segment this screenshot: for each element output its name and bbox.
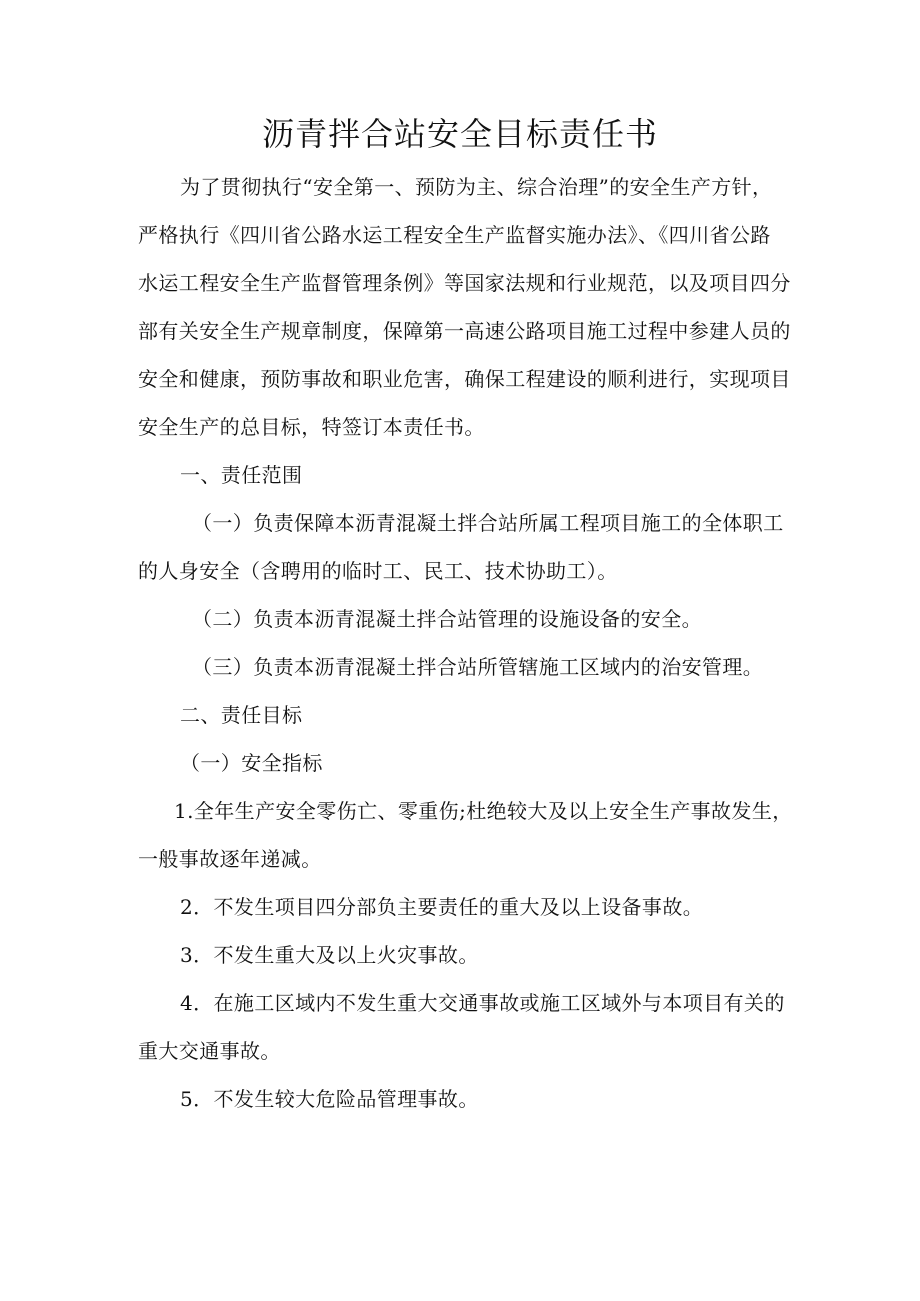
subsection-heading: （一）安全指标 xyxy=(180,751,323,775)
section-heading: 二、责任目标 xyxy=(180,703,303,727)
paragraph-line: 一般事故逐年递减。 xyxy=(138,847,322,871)
list-item: 3．不发生重大及以上火灾事故。 xyxy=(180,943,479,967)
paragraph-line: （三）负责本沥青混凝土拌合站所管辖施工区域内的治安管理。 xyxy=(192,655,764,679)
paragraph-line: 水运工程安全生产监督管理条例》等国家法规和行业规范，以及项目四分 xyxy=(138,271,791,295)
paragraph-line: 安全和健康，预防事故和职业危害，确保工程建设的顺利进行，实现项目 xyxy=(138,367,791,391)
document-title: 沥青拌合站安全目标责任书 xyxy=(261,115,658,153)
list-item: 1.全年生产安全零伤亡、零重伤;杜绝较大及以上安全生产事故发生， xyxy=(174,799,793,823)
paragraph-line: 部有关安全生产规章制度，保障第一高速公路项目施工过程中参建人员的 xyxy=(138,319,791,343)
paragraph-line: 为了贯彻执行“安全第一、预防为主、综合治理”的安全生产方针， xyxy=(180,175,773,199)
list-item: 5．不发生较大危险品管理事故。 xyxy=(180,1087,479,1111)
list-item: 4．在施工区域内不发生重大交通事故或施工区域外与本项目有关的 xyxy=(180,991,785,1015)
paragraph-line: 重大交通事故。 xyxy=(138,1039,281,1063)
section-heading: 一、责任范围 xyxy=(180,463,303,487)
paragraph-line: 的人身安全（含聘用的临时工、民工、技术协助工）。 xyxy=(138,559,618,583)
paragraph-line: 严格执行《四川省公路水运工程安全生产监督实施办法》、《四川省公路 xyxy=(138,223,771,247)
list-item: 2．不发生项目四分部负主要责任的重大及以上设备事故。 xyxy=(180,895,704,919)
paragraph-line: （二）负责本沥青混凝土拌合站管理的设施设备的安全。 xyxy=(192,607,702,631)
paragraph-line: （一）负责保障本沥青混凝土拌合站所属工程项目施工的全体职工 xyxy=(192,511,784,535)
paragraph-line: 安全生产的总目标，特签订本责任书。 xyxy=(138,415,485,439)
